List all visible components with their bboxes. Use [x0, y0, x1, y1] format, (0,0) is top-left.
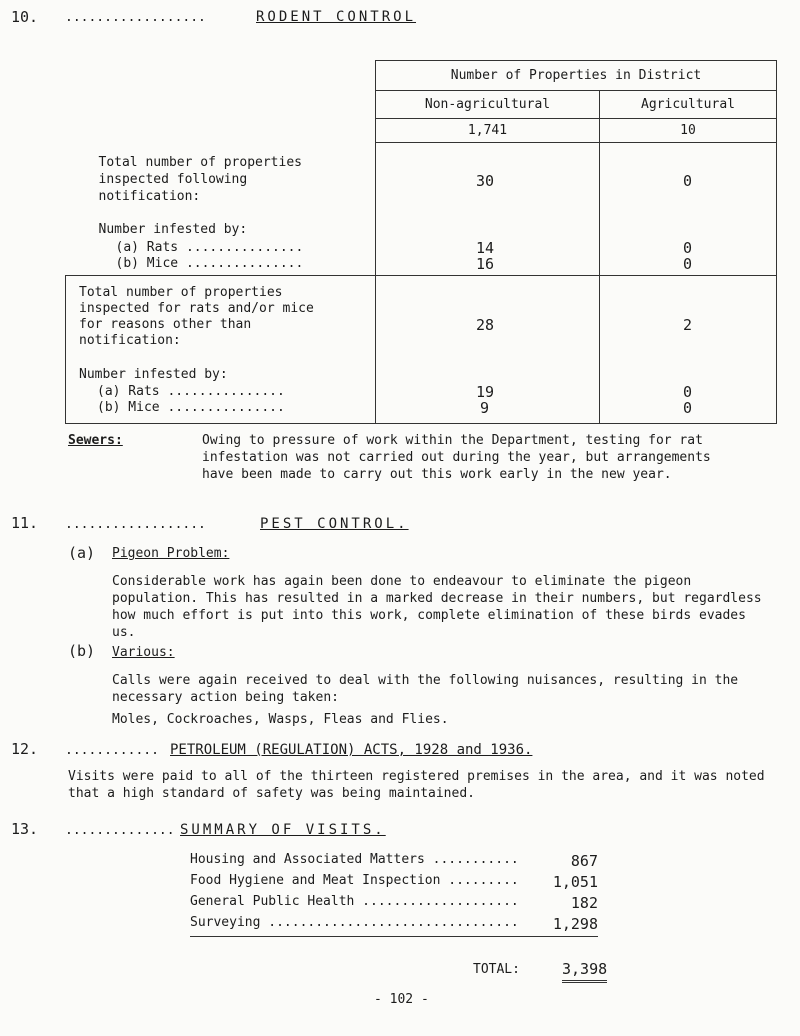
table-header-number-of-properties: Number of Properties in District	[376, 61, 777, 91]
block2-heading-line: for reasons other than	[79, 317, 252, 332]
block2-heading-line: inspected for rats and/or mice	[79, 301, 314, 316]
summary-row-value: 1,298	[552, 915, 598, 933]
petroleum-text: Visits were paid to all of the thirteen registered premises in the area, and it was noted that a high standard of safety was being maintained.	[68, 769, 765, 801]
block2-mice-label: (b) Mice ...............	[97, 400, 285, 415]
block2-total-value: 28	[476, 316, 495, 334]
summary-row-label: Food Hygiene and Meat Inspection .........	[190, 873, 519, 888]
section-number-12: 12.	[11, 740, 39, 758]
block2-heading-line: Total number of properties	[79, 285, 283, 300]
rodent-control-table	[65, 60, 777, 424]
block1-mice-value: 16	[476, 255, 495, 273]
summary-row-label: Housing and Associated Matters ...........	[190, 852, 519, 867]
block2-rats-label: (a) Rats ...............	[97, 384, 285, 399]
summary-row-label: Surveying ................................	[190, 915, 519, 930]
sewers-text: Owing to pressure of work within the Department, testing for rat infestation was not carried out during the year, but arrangements have been made to carry out this work early in the new year.	[202, 433, 711, 482]
block1-rats-value: 14	[476, 239, 495, 257]
block1-rats-value: 0	[683, 239, 693, 257]
summary-row-value: 867	[570, 852, 598, 870]
sewers-label: Sewers:	[68, 433, 123, 448]
summary-row	[190, 894, 598, 912]
pigeon-problem-heading: Pigeon Problem:	[112, 546, 230, 561]
block1-labels	[66, 143, 376, 276]
section-leader: ..............	[65, 823, 175, 838]
summary-total-value: 3,398	[562, 960, 607, 983]
block1-heading-line: inspected following	[98, 171, 248, 187]
various-heading: Various:	[112, 645, 175, 660]
summary-row	[190, 852, 598, 870]
section-title-summary-of-visits: SUMMARY OF VISITS.	[180, 822, 386, 838]
summary-total-label: TOTAL:	[473, 962, 520, 977]
section-title-pest-control: PEST CONTROL.	[260, 516, 409, 532]
column-header-non-agricultural: Non-agricultural	[376, 91, 600, 119]
block1-mice-label: (b) Mice ...............	[115, 255, 304, 271]
block1-total-value: 0	[683, 172, 693, 190]
block2-rats-value: 19	[476, 383, 495, 401]
block2-mice-value: 0	[683, 399, 693, 417]
section-number-11: 11.	[11, 514, 39, 532]
block2-rats-value: 0	[683, 383, 693, 401]
summary-row	[190, 915, 598, 937]
block1-mice-value: 0	[683, 255, 693, 273]
block2-labels	[66, 276, 376, 424]
block2-non-agricultural	[376, 276, 600, 424]
block1-heading-line: notification:	[98, 188, 201, 204]
pigeon-problem-text: Considerable work has again been done to endeavour to eliminate the pigeon population. This has resulted in a marked decrease in their numbers, but regardless how much effort is put into this work, complete elimination of these birds evades us.	[112, 574, 762, 640]
section-leader: ..................	[65, 10, 206, 25]
summary-row-value: 1,051	[552, 873, 598, 891]
block1-non-agricultural	[376, 143, 600, 276]
block2-heading-line: notification:	[79, 333, 181, 348]
summary-row	[190, 873, 598, 891]
total-non-agricultural: 1,741	[376, 119, 600, 143]
item-label-b: (b)	[68, 642, 96, 660]
block2-total-value: 2	[683, 316, 693, 334]
section-title-petroleum: PETROLEUM (REGULATION) ACTS, 1928 and 1936.	[170, 742, 533, 758]
block1-heading-line: Total number of properties	[98, 154, 302, 170]
block2-mice-value: 9	[480, 399, 490, 417]
nuisances-list: Moles, Cockroaches, Wasps, Fleas and Flies.	[112, 712, 449, 727]
block1-infested-label: Number infested by:	[98, 221, 248, 237]
column-header-agricultural: Agricultural	[600, 91, 777, 119]
block1-agricultural	[600, 143, 777, 276]
summary-row-value: 182	[570, 894, 598, 912]
block1-total-value: 30	[476, 172, 495, 190]
total-agricultural: 10	[600, 119, 777, 143]
item-label-a: (a)	[68, 544, 96, 562]
summary-row-label: General Public Health ....................	[190, 894, 519, 909]
section-leader: ............	[65, 743, 159, 758]
block2-infested-label: Number infested by:	[79, 367, 228, 382]
section-leader: ..................	[65, 517, 206, 532]
summary-table	[190, 852, 598, 937]
block1-rats-label: (a) Rats ...............	[115, 239, 304, 255]
section-title-rodent-control: RODENT CONTROL	[256, 9, 417, 25]
page-number: - 102 -	[374, 992, 429, 1007]
various-text: Calls were again received to deal with the following nuisances, resulting in the necessary action being taken:	[112, 673, 739, 705]
section-number-10: 10.	[11, 8, 39, 26]
section-number-13: 13.	[11, 820, 39, 838]
block2-agricultural	[600, 276, 777, 424]
